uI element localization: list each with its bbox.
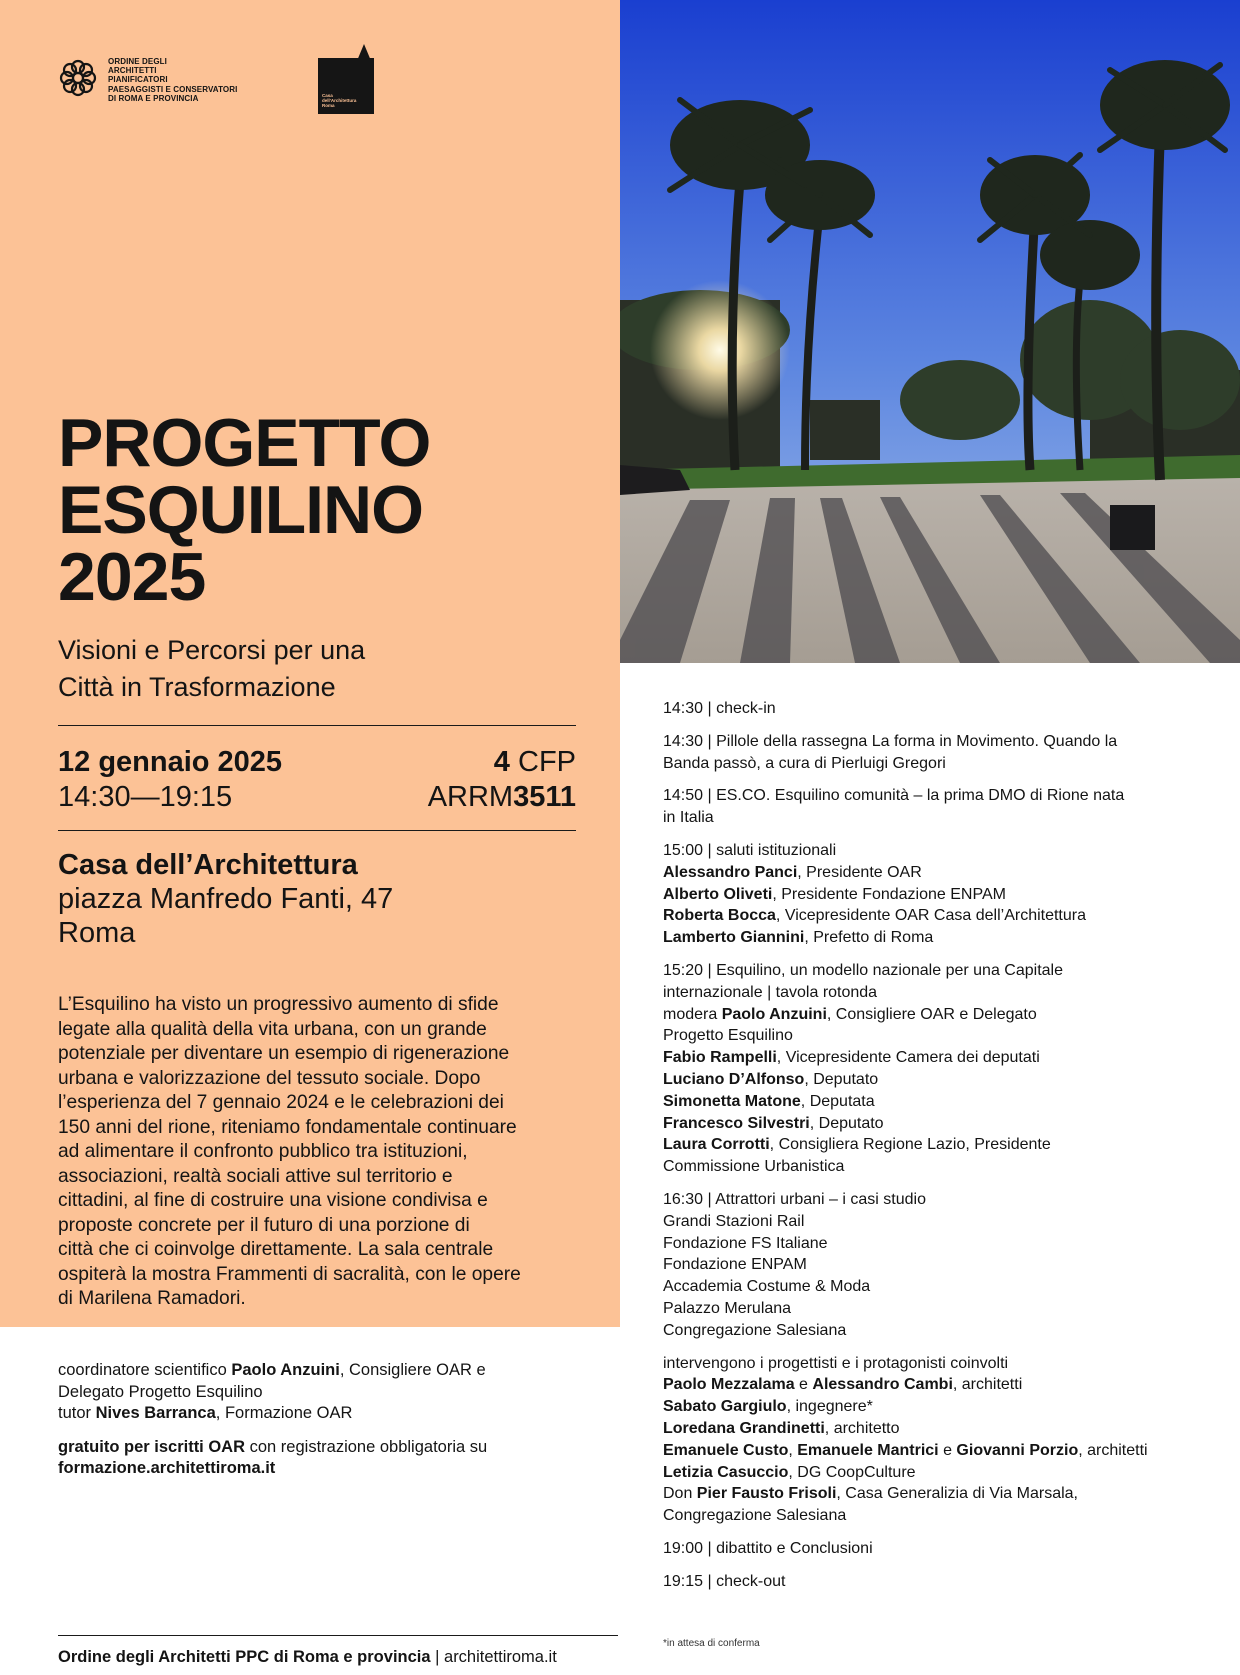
program-item — [663, 698, 1223, 720]
program-line — [663, 1440, 1223, 1462]
program-item — [663, 840, 1223, 949]
speaker-name: Emanuele Custo — [663, 1441, 789, 1459]
program-text: e — [794, 1376, 813, 1394]
coordinator-line: coordinatore scientifico Paolo Anzuini, Consigliere OAR e — [58, 1361, 486, 1379]
program-item — [663, 731, 1223, 775]
program-text: Grandi Stazioni Rail — [663, 1212, 805, 1230]
program-text: Don — [663, 1485, 697, 1503]
program-text: 14:30 | check-in — [663, 700, 776, 717]
casa-architettura-logo — [318, 44, 376, 114]
program-text: Progetto Esquilino — [663, 1027, 793, 1045]
venue-city: Roma — [58, 917, 136, 949]
program-line — [663, 982, 1223, 1004]
program-line — [663, 807, 1223, 829]
program-text: Congregazione Salesiana — [663, 1507, 847, 1525]
program-line — [663, 884, 1223, 906]
program-line — [663, 1004, 1223, 1026]
registration-line: gratuito per iscritti OAR con registrazione obbligatoria su — [58, 1437, 488, 1456]
program-item — [663, 1571, 1223, 1593]
subtitle-line: Città in Trasformazione — [58, 672, 336, 702]
venue-name: Casa dell’Architettura — [58, 849, 358, 881]
program-line — [663, 1276, 1223, 1298]
speaker-name: Laura Corrotti — [663, 1136, 770, 1154]
speaker-name: Sabato Gargiulo — [663, 1398, 787, 1416]
speaker-name: Emanuele Mantrici — [797, 1441, 939, 1459]
program-text: Commissione Urbanistica — [663, 1158, 845, 1176]
program-line — [663, 960, 1223, 982]
program-line — [663, 1025, 1223, 1047]
program-text: 19:00 | dibattito e Conclusioni — [663, 1539, 873, 1557]
program-text: , architetto — [824, 1419, 900, 1437]
program-line — [663, 1571, 1223, 1593]
program-line — [663, 1374, 1223, 1396]
speaker-name: Fabio Rampelli — [663, 1049, 777, 1067]
program-line — [663, 1156, 1223, 1178]
program-text: , Consigliera Regione Lazio, Presidente — [769, 1136, 1051, 1154]
program-text: Fondazione ENPAM — [663, 1256, 807, 1274]
program-text: , Prefetto di Roma — [804, 929, 934, 947]
program-item — [663, 1189, 1223, 1342]
speaker-name: Alberto Oliveti — [663, 885, 773, 903]
program-line — [663, 1298, 1223, 1320]
program-text: 15:00 | saluti istituzionali — [663, 841, 837, 859]
speaker-name: Alessandro Panci — [663, 863, 798, 881]
program-line — [663, 1211, 1223, 1233]
program-line — [663, 1320, 1223, 1342]
casa-logo-text: Casa dell'Architettura Roma — [322, 93, 357, 108]
program-line — [663, 862, 1223, 884]
program-text: , Vicepresidente Camera dei deputati — [776, 1049, 1040, 1067]
footer: Ordine degli Architetti PPC di Roma e provincia | architettiroma.it — [58, 1648, 557, 1666]
intro-paragraph: L’Esquilino ha visto un progressivo aumento di sfide legate alla qualità della vita urbana, con un grande potenziale per diventare un esempio di rigenerazione urbana e valorizzazione del tessuto sociale. Dopo l’esperienza del 7 gennaio 2024 e le celebrazioni dei 150 anni del rione, riteniamo fondamentale continuare ad alimentare il confronto pubblico tra istituzioni, associazioni, realtà sociali attive sul territorio e cittadini, al fine di costruire una visione condivisa e proposte concrete per il futuro di una porzione di città che ci coinvolge direttamente. La sala centrale ospiterà la mostra Frammenti di sacralità, con le opere di Marilena Ramadori. — [58, 994, 521, 1309]
event-title — [58, 405, 578, 615]
program-line — [663, 753, 1223, 775]
program-text: 19:15 | check-out — [663, 1572, 786, 1590]
program-text: 14:30 | Pillole della rassegna La forma in Movimento. Quando la — [663, 732, 1118, 750]
program-text: , Consigliere OAR e Delegato — [826, 1005, 1037, 1023]
title-line: PROGETTO — [58, 405, 431, 481]
program-line — [663, 1047, 1223, 1069]
program-text: , Deputata — [800, 1092, 875, 1110]
title-line: ESQUILINO — [58, 472, 424, 548]
speaker-name: Luciano D’Alfonso — [663, 1070, 805, 1088]
program-text: modera — [663, 1005, 722, 1023]
event-subtitle — [58, 632, 578, 706]
program-line — [663, 1505, 1223, 1527]
event-program — [663, 698, 1223, 1603]
program-text: , Deputato — [809, 1114, 884, 1132]
program-text: , DG CoopCulture — [788, 1463, 916, 1481]
program-line — [663, 1254, 1223, 1276]
speaker-name: Pier Fausto Frisoli — [696, 1485, 837, 1503]
program-line — [663, 1483, 1223, 1505]
program-text: , Presidente OAR — [797, 863, 922, 881]
speaker-name: Giovanni Porzio — [956, 1441, 1079, 1459]
program-text: Banda passò, a cura di Pierluigi Gregori — [663, 754, 946, 772]
program-text: internazionale | tavola rotonda — [663, 983, 878, 1001]
program-line — [663, 840, 1223, 862]
subtitle-line: Visioni e Percorsi per una — [58, 635, 366, 665]
program-line — [663, 1134, 1223, 1156]
speaker-name: Francesco Silvestri — [663, 1114, 810, 1132]
program-line — [663, 1396, 1223, 1418]
program-text: , Deputato — [804, 1070, 879, 1088]
program-text: Accademia Costume & Moda — [663, 1278, 871, 1296]
program-line — [663, 1233, 1223, 1255]
program-item — [663, 1538, 1223, 1560]
event-date: 12 gennaio 2025 — [58, 746, 283, 778]
registration-link[interactable]: formazione.architettiroma.it — [58, 1459, 276, 1477]
footer-link[interactable]: architettiroma.it — [444, 1648, 557, 1666]
venue-block — [58, 848, 576, 950]
ordine-architetti-wordmark: ORDINE DEGLI ARCHITETTI PIANIFICATORI PAESAGGISTI E CONSERVATORI DI ROMA E PROVINCIA — [108, 57, 238, 103]
program-line — [663, 1091, 1223, 1113]
speaker-name: Simonetta Matone — [663, 1092, 801, 1110]
program-text: Palazzo Merulana — [663, 1299, 792, 1317]
speaker-name: Paolo Mezzalama — [663, 1376, 795, 1394]
program-text: , architetti — [952, 1376, 1023, 1394]
footnote: *in attesa di conferma — [663, 1638, 760, 1649]
program-text: e — [938, 1441, 957, 1459]
program-text: in Italia — [663, 809, 714, 827]
footer-divider — [58, 1635, 618, 1636]
footer-org: Ordine degli Architetti PPC di Roma e provincia — [58, 1648, 431, 1666]
program-line — [663, 785, 1223, 807]
program-text: , Casa Generalizia di Via Marsala, — [836, 1485, 1078, 1503]
program-line — [663, 1353, 1223, 1375]
speaker-name: Loredana Grandinetti — [663, 1419, 825, 1437]
program-line — [663, 698, 1223, 720]
program-line — [663, 905, 1223, 927]
speaker-name: Roberta Bocca — [663, 907, 776, 925]
program-text: , ingegnere* — [786, 1398, 873, 1416]
program-item — [663, 960, 1223, 1178]
program-line — [663, 1462, 1223, 1484]
program-line — [663, 927, 1223, 949]
title-line: 2025 — [58, 539, 206, 615]
park-photo — [620, 0, 1240, 663]
program-line — [663, 1189, 1223, 1211]
speaker-name: Letizia Casuccio — [663, 1463, 789, 1481]
program-text: 14:50 | ES.CO. Esquilino comunità – la prima DMO di Rione nata — [663, 787, 1125, 805]
program-line — [663, 1113, 1223, 1135]
program-line — [663, 1538, 1223, 1560]
program-text: Fondazione FS Italiane — [663, 1234, 828, 1252]
program-line — [663, 1418, 1223, 1440]
program-line — [663, 731, 1223, 753]
divider — [58, 830, 576, 831]
course-code: ARRM3511 — [427, 781, 576, 813]
casa-logo-box — [318, 58, 374, 114]
tutor-line: tutor Nives Barranca, Formazione OAR — [58, 1404, 353, 1422]
event-time: 14:30—19:15 — [58, 781, 233, 813]
speaker-name: Alessandro Cambi — [812, 1376, 953, 1394]
credits-block: coordinatore scientifico Paolo Anzuini, Consigliere OAR e Delegato Progetto Esquilino tutor Nives Barranca, Formazione OAR gratuito per iscritti OAR con registrazione obbligatoria su formazione.architettiroma.it — [58, 1360, 578, 1480]
ordine-architetti-rosette-icon — [58, 58, 98, 98]
program-line — [663, 1069, 1223, 1091]
program-text: 16:30 | Attrattori urbani – i casi studio — [663, 1190, 926, 1208]
program-text: intervengono i progettisti e i protagonisti coinvolti — [663, 1354, 1009, 1372]
program-text: Congregazione Salesiana — [663, 1321, 847, 1339]
program-item — [663, 1353, 1223, 1527]
program-text: , Vicepresidente OAR Casa dell’Architettura — [775, 907, 1086, 925]
program-text: , — [788, 1441, 798, 1459]
venue-address: piazza Manfredo Fanti, 47 — [58, 883, 394, 915]
divider — [58, 725, 576, 726]
program-item — [663, 785, 1223, 829]
program-text: , architetti — [1078, 1441, 1148, 1459]
program-text: , Presidente Fondazione ENPAM — [772, 885, 1006, 903]
header-logos — [58, 44, 398, 114]
speaker-name: Lamberto Giannini — [663, 929, 805, 947]
speaker-name: Paolo Anzuini — [721, 1005, 827, 1023]
cfp-credits: 4 CFP — [493, 746, 576, 778]
program-text: 15:20 | Esquilino, un modello nazionale per una Capitale — [663, 961, 1063, 979]
